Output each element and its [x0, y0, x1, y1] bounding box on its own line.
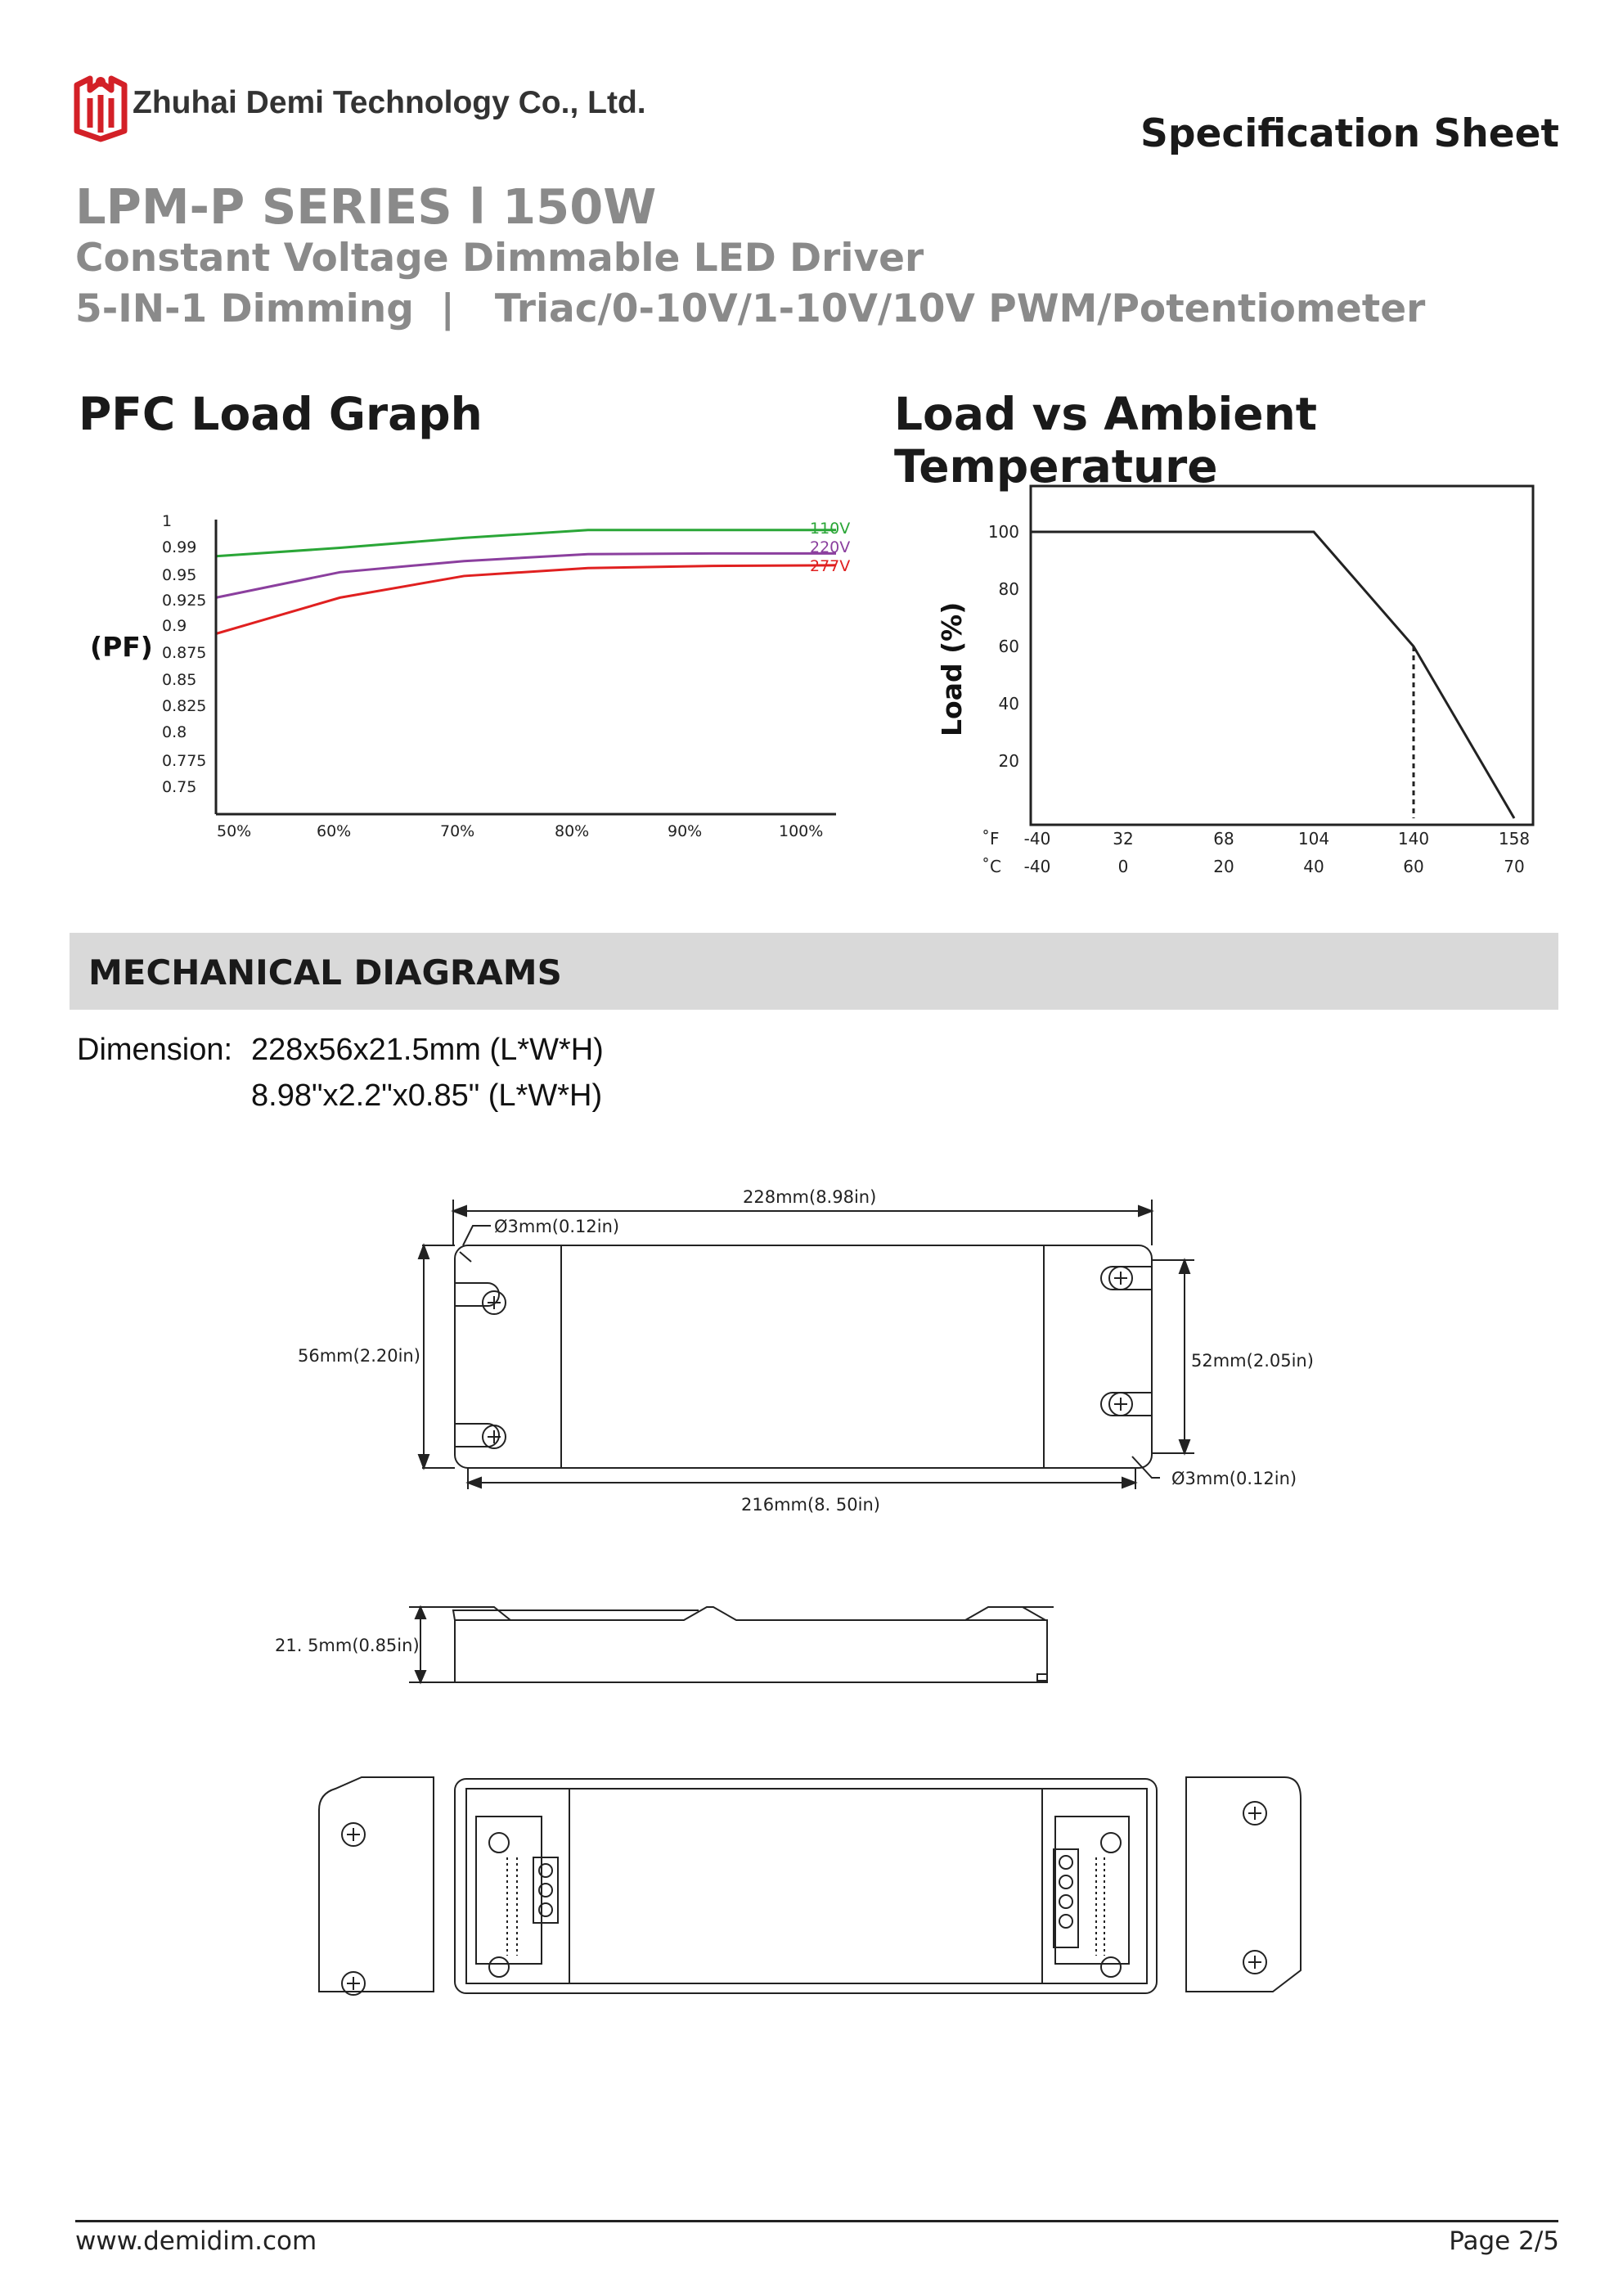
pfc-y-tick-label: 0.95	[162, 566, 197, 584]
temp-f-unit: ˚F	[982, 829, 1000, 849]
width-outer-label: 56mm(2.20in)	[298, 1346, 420, 1366]
company-logo	[72, 74, 129, 142]
pfc-y-axis-label: (PF)	[90, 631, 153, 663]
temp-x-c-tick-label: 40	[1303, 857, 1324, 876]
pfc-x-tick-label: 60%	[317, 822, 352, 840]
dimming-modes: 5-IN-1 Dimming | Triac/0-10V/1-10V/10V PWM/Potentiometer	[75, 286, 1426, 331]
top-view-drawing	[278, 1178, 1342, 1538]
pfc-y-tick-label: 0.75	[162, 778, 197, 796]
pfc-y-tick-label: 0.825	[162, 697, 207, 715]
temp-y-tick-label: 40	[998, 694, 1019, 714]
temp-x-f-tick-label: 32	[1113, 829, 1134, 849]
pfc-y-tick-label: 0.775	[162, 752, 207, 770]
pfc-y-tick-label: 0.85	[162, 671, 197, 689]
width-inner-label: 52mm(2.05in)	[1191, 1351, 1314, 1371]
footer-page-number: Page 2/5	[1449, 2226, 1559, 2256]
pfc-x-tick-label: 90%	[668, 822, 703, 840]
temp-c-unit: ˚C	[982, 857, 1001, 876]
pfc-legend-220V: 220V	[810, 538, 851, 556]
pfc-x-tick-label: 80%	[555, 822, 590, 840]
temp-x-f-tick-label: 68	[1213, 829, 1234, 849]
temp-x-f-tick-label: 140	[1397, 829, 1430, 849]
temp-x-c-tick-label: 20	[1213, 857, 1234, 876]
temp-x-f-tick-label: 104	[1297, 829, 1330, 849]
pfc-x-tick-label: 70%	[440, 822, 475, 840]
company-name: Zhuhai Demi Technology Co., Ltd.	[133, 85, 646, 120]
pfc-y-tick-label: 0.8	[162, 723, 187, 741]
footer-rule	[75, 2220, 1558, 2222]
pfc-graph-title: PFC Load Graph	[79, 388, 483, 440]
document-type: Specification Sheet	[1140, 111, 1559, 156]
height-label: 21. 5mm(0.85in)	[275, 1636, 420, 1655]
temp-x-f-tick-label: -40	[1023, 829, 1051, 849]
temp-x-c-tick-label: 0	[1117, 857, 1129, 876]
pfc-load-chart	[82, 499, 867, 843]
pfc-x-tick-label: 100%	[779, 822, 824, 840]
temp-y-axis-label: Load (%)	[936, 601, 968, 736]
dimension-in: 8.98"x2.2"x0.85" (L*W*H)	[251, 1078, 603, 1113]
temp-x-f-tick-label: 158	[1498, 829, 1531, 849]
pfc-y-tick-label: 0.875	[162, 644, 207, 662]
footer-website[interactable]: www.demidim.com	[75, 2226, 317, 2256]
temp-y-tick-label: 80	[998, 579, 1019, 599]
dimension-mm: 228x56x21.5mm (L*W*H)	[251, 1033, 604, 1067]
length-outer-label: 228mm(8.98in)	[743, 1187, 877, 1207]
temp-x-c-tick-label: -40	[1023, 857, 1051, 876]
load-temp-title: Load vs Ambient Temperature	[894, 388, 1318, 493]
pfc-legend-110V: 110V	[810, 520, 851, 538]
internal-view-drawing	[303, 1767, 1317, 2029]
load-temp-chart	[933, 483, 1554, 884]
length-inner-label: 216mm(8. 50in)	[741, 1495, 880, 1515]
pfc-series-line-277V	[216, 565, 836, 634]
pfc-y-tick-label: 0.925	[162, 592, 207, 610]
temp-y-tick-label: 20	[998, 751, 1019, 771]
pfc-legend-277V: 277V	[810, 557, 851, 575]
temp-x-c-tick-label: 70	[1504, 857, 1525, 876]
series-title: LPM-P SERIES l 150W	[75, 178, 657, 235]
temp-y-tick-label: 60	[998, 637, 1019, 656]
pfc-y-tick-label: 0.9	[162, 617, 187, 635]
temp-y-tick-label: 100	[987, 522, 1019, 542]
side-view-drawing	[262, 1596, 1162, 1710]
temp-x-c-tick-label: 60	[1403, 857, 1424, 876]
mechanical-section-title: MECHANICAL DIAGRAMS	[88, 952, 562, 993]
temp-derating-line	[1031, 532, 1514, 818]
pfc-series-line-220V	[216, 553, 836, 597]
pfc-y-tick-label: 0.99	[162, 538, 197, 556]
pfc-y-tick-label: 1	[162, 512, 173, 530]
dimension-label: Dimension:	[77, 1033, 233, 1067]
hole-top-label: Ø3mm(0.12in)	[494, 1217, 620, 1236]
temp-plot-frame	[1031, 486, 1533, 825]
product-subtitle: Constant Voltage Dimmable LED Driver	[75, 236, 924, 281]
pfc-x-tick-label: 50%	[217, 822, 252, 840]
hole-bottom-label: Ø3mm(0.12in)	[1171, 1469, 1297, 1488]
